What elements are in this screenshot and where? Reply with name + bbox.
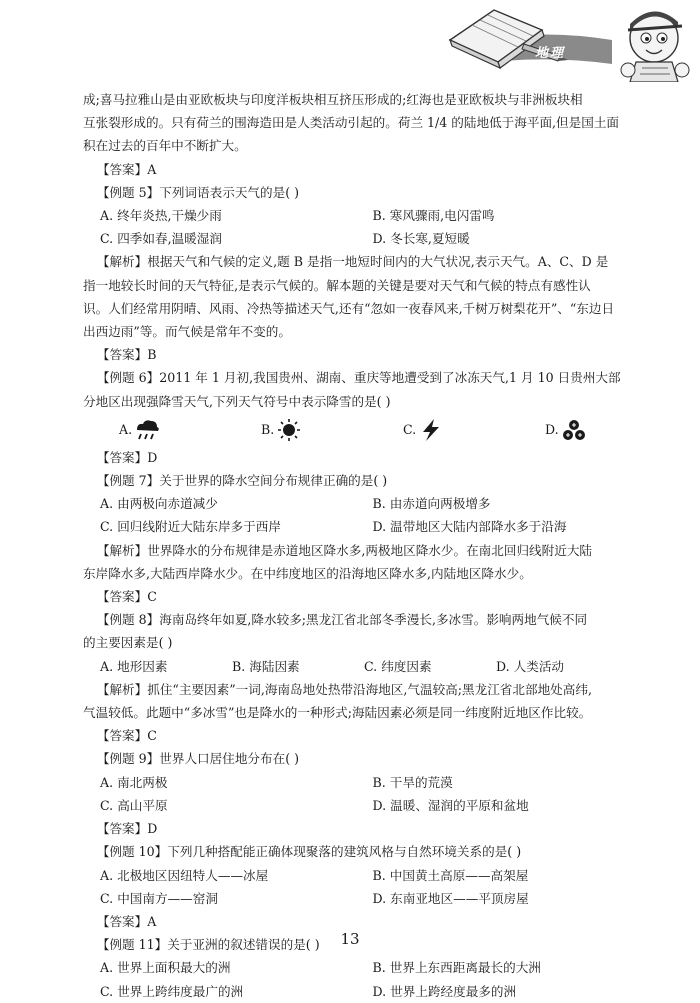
- analysis-line: 【解析】抓住“主要因素”一词,海南岛地处热带沿海地区,气温较高;黑龙江省北部地处高纬,: [96, 681, 592, 697]
- answer-line: 【答案】B: [96, 347, 157, 363]
- options-row: [83, 492, 628, 515]
- option-c: C. 世界上跨纬度最广的洲: [100, 983, 244, 999]
- option-a: A. 南北两极: [100, 774, 168, 790]
- option-d: D. 人类活动: [496, 658, 565, 674]
- option-c: C. 纬度因素: [364, 658, 432, 674]
- option-b: B. 由赤道向两极增多: [372, 496, 491, 512]
- option-a: A. 终年炎热,干燥少雨: [100, 208, 222, 224]
- options-row: [83, 771, 628, 794]
- option-c: C. 回归线附近大陆东岸多于西岸: [100, 519, 281, 535]
- option-a: A. 北极地区因纽特人——冰屋: [100, 867, 269, 883]
- answer-line: 【答案】C: [96, 589, 157, 605]
- content-body: [83, 88, 628, 1003]
- question-5: 【例题 5】下列词语表示天气的是( ): [96, 184, 300, 200]
- answer-line: 【答案】C: [96, 728, 157, 744]
- option-a: A. 世界上面积最大的洲: [100, 960, 231, 976]
- section-tab-label: 地理: [535, 46, 566, 61]
- options-row: [83, 980, 628, 1003]
- option-label: B.: [261, 422, 275, 438]
- options-row: [83, 864, 628, 887]
- rain-icon: [134, 418, 160, 442]
- option-label: D.: [545, 422, 559, 438]
- option-label: A.: [119, 422, 133, 438]
- analysis-line: 东岸降水多,大陆西岸降水少。在中纬度地区的沿海地区降水多,内陆地区降水少。: [83, 565, 532, 581]
- answer-line: 【答案】D: [96, 449, 158, 465]
- analysis-line: 识。人们经常用阴晴、风雨、冷热等描述天气,还有“忽如一夜春风来,千树万树梨花开”、“东边日: [83, 300, 615, 316]
- option-a: A. 地形因素: [100, 658, 168, 674]
- options-row: [83, 655, 628, 678]
- answer-line: 【答案】A: [96, 161, 157, 177]
- options-row: [83, 204, 628, 227]
- option-c: C. 中国南方——窑洞: [100, 890, 218, 906]
- cartoon-kid-icon: [621, 11, 689, 82]
- analysis-line: 出西边雨”等。而气候是常年不变的。: [83, 324, 291, 340]
- question-11: 【例题 11】关于亚洲的叙述错误的是( ): [96, 937, 320, 953]
- snow-icon: [561, 418, 587, 442]
- question-6-cont: 分地区出现强降雪天气,下列天气符号中表示降雪的是( ): [83, 393, 391, 409]
- question-9: 【例题 9】世界人口居住地分布在( ): [96, 751, 300, 767]
- analysis-line: 【解析】世界降水的分布规律是赤道地区降水多,两极地区降水少。在南北回归线附近大陆: [96, 542, 593, 558]
- option-d: D. 世界上跨经度最多的洲: [372, 983, 517, 999]
- question-8: 【例题 8】海南岛终年如夏,降水较多;黑龙江省北部冬季漫长,多冰雪。影响两地气候不同: [96, 612, 588, 628]
- text-line: 积在过去的百年中不断扩大。: [83, 138, 247, 154]
- symbol-option-d: [545, 418, 687, 442]
- header-decoration: [432, 0, 700, 82]
- option-b: B. 世界上东西距离最长的大洲: [372, 960, 541, 976]
- symbol-option-c: [403, 418, 545, 442]
- question-6: 【例题 6】2011 年 1 月初,我国贵州、湖南、重庆等地遭受到了冰冻天气,1 月 10 日贵州大部: [96, 370, 621, 386]
- symbol-option-a: [119, 418, 261, 442]
- question-8-cont: 的主要因素是( ): [83, 635, 173, 651]
- option-d: D. 温暖、湿润的平原和盆地: [372, 797, 529, 813]
- text-line: 互张裂形成的。只有荷兰的围海造田是人类活动引起的。荷兰 1/4 的陆地低于海平面,但是国土面: [83, 115, 620, 131]
- analysis-line: 指一地较长时间的天气特征,是表示气候的。解本题的关键是要对天气和气候的特点有感性认: [83, 277, 591, 293]
- option-c: C. 四季如春,温暖湿润: [100, 231, 222, 247]
- options-row: [83, 515, 628, 538]
- options-row: [83, 956, 628, 979]
- option-b: B. 干旱的荒漠: [372, 774, 453, 790]
- analysis-line: 气温较低。此题中“多冰雪”也是降水的一种形式;海陆因素必须是同一纬度附近地区作比较。: [83, 705, 592, 721]
- question-10: 【例题 10】下列几种搭配能正确体现聚落的建筑风格与自然环境关系的是( ): [96, 844, 522, 860]
- symbol-option-b: [261, 418, 403, 442]
- option-d: D. 东南亚地区——平顶房屋: [372, 890, 529, 906]
- option-d: D. 温带地区大陆内部降水多于沿海: [372, 519, 567, 535]
- lightning-icon: [418, 418, 444, 442]
- sunny-icon: [276, 418, 302, 442]
- answer-line: 【答案】A: [96, 913, 157, 929]
- answer-line: 【答案】D: [96, 821, 158, 837]
- weather-symbols-row: [83, 417, 628, 443]
- option-c: C. 高山平原: [100, 797, 168, 813]
- text-line: 成;喜马拉雅山是由亚欧板块与印度洋板块相互挤压形成的;红海也是亚欧板块与非洲板块相: [83, 92, 583, 107]
- options-row: [83, 794, 628, 817]
- options-row: [83, 227, 628, 250]
- option-label: C.: [403, 422, 417, 438]
- option-b: B. 海陆因素: [232, 658, 300, 674]
- option-d: D. 冬长寒,夏短暖: [372, 231, 470, 247]
- page-number: 13: [340, 930, 360, 948]
- option-b: B. 中国黄土高原——高架屋: [372, 867, 529, 883]
- question-7: 【例题 7】关于世界的降水空间分布规律正确的是( ): [96, 473, 388, 489]
- option-b: B. 寒风骤雨,电闪雷鸣: [372, 208, 495, 224]
- options-row: [83, 887, 628, 910]
- analysis-line: 【解析】根据天气和气候的定义,题 B 是指一地短时间内的大气状况,表示天气。A、C、D 是: [96, 254, 609, 270]
- option-a: A. 由两极向赤道减少: [100, 496, 218, 512]
